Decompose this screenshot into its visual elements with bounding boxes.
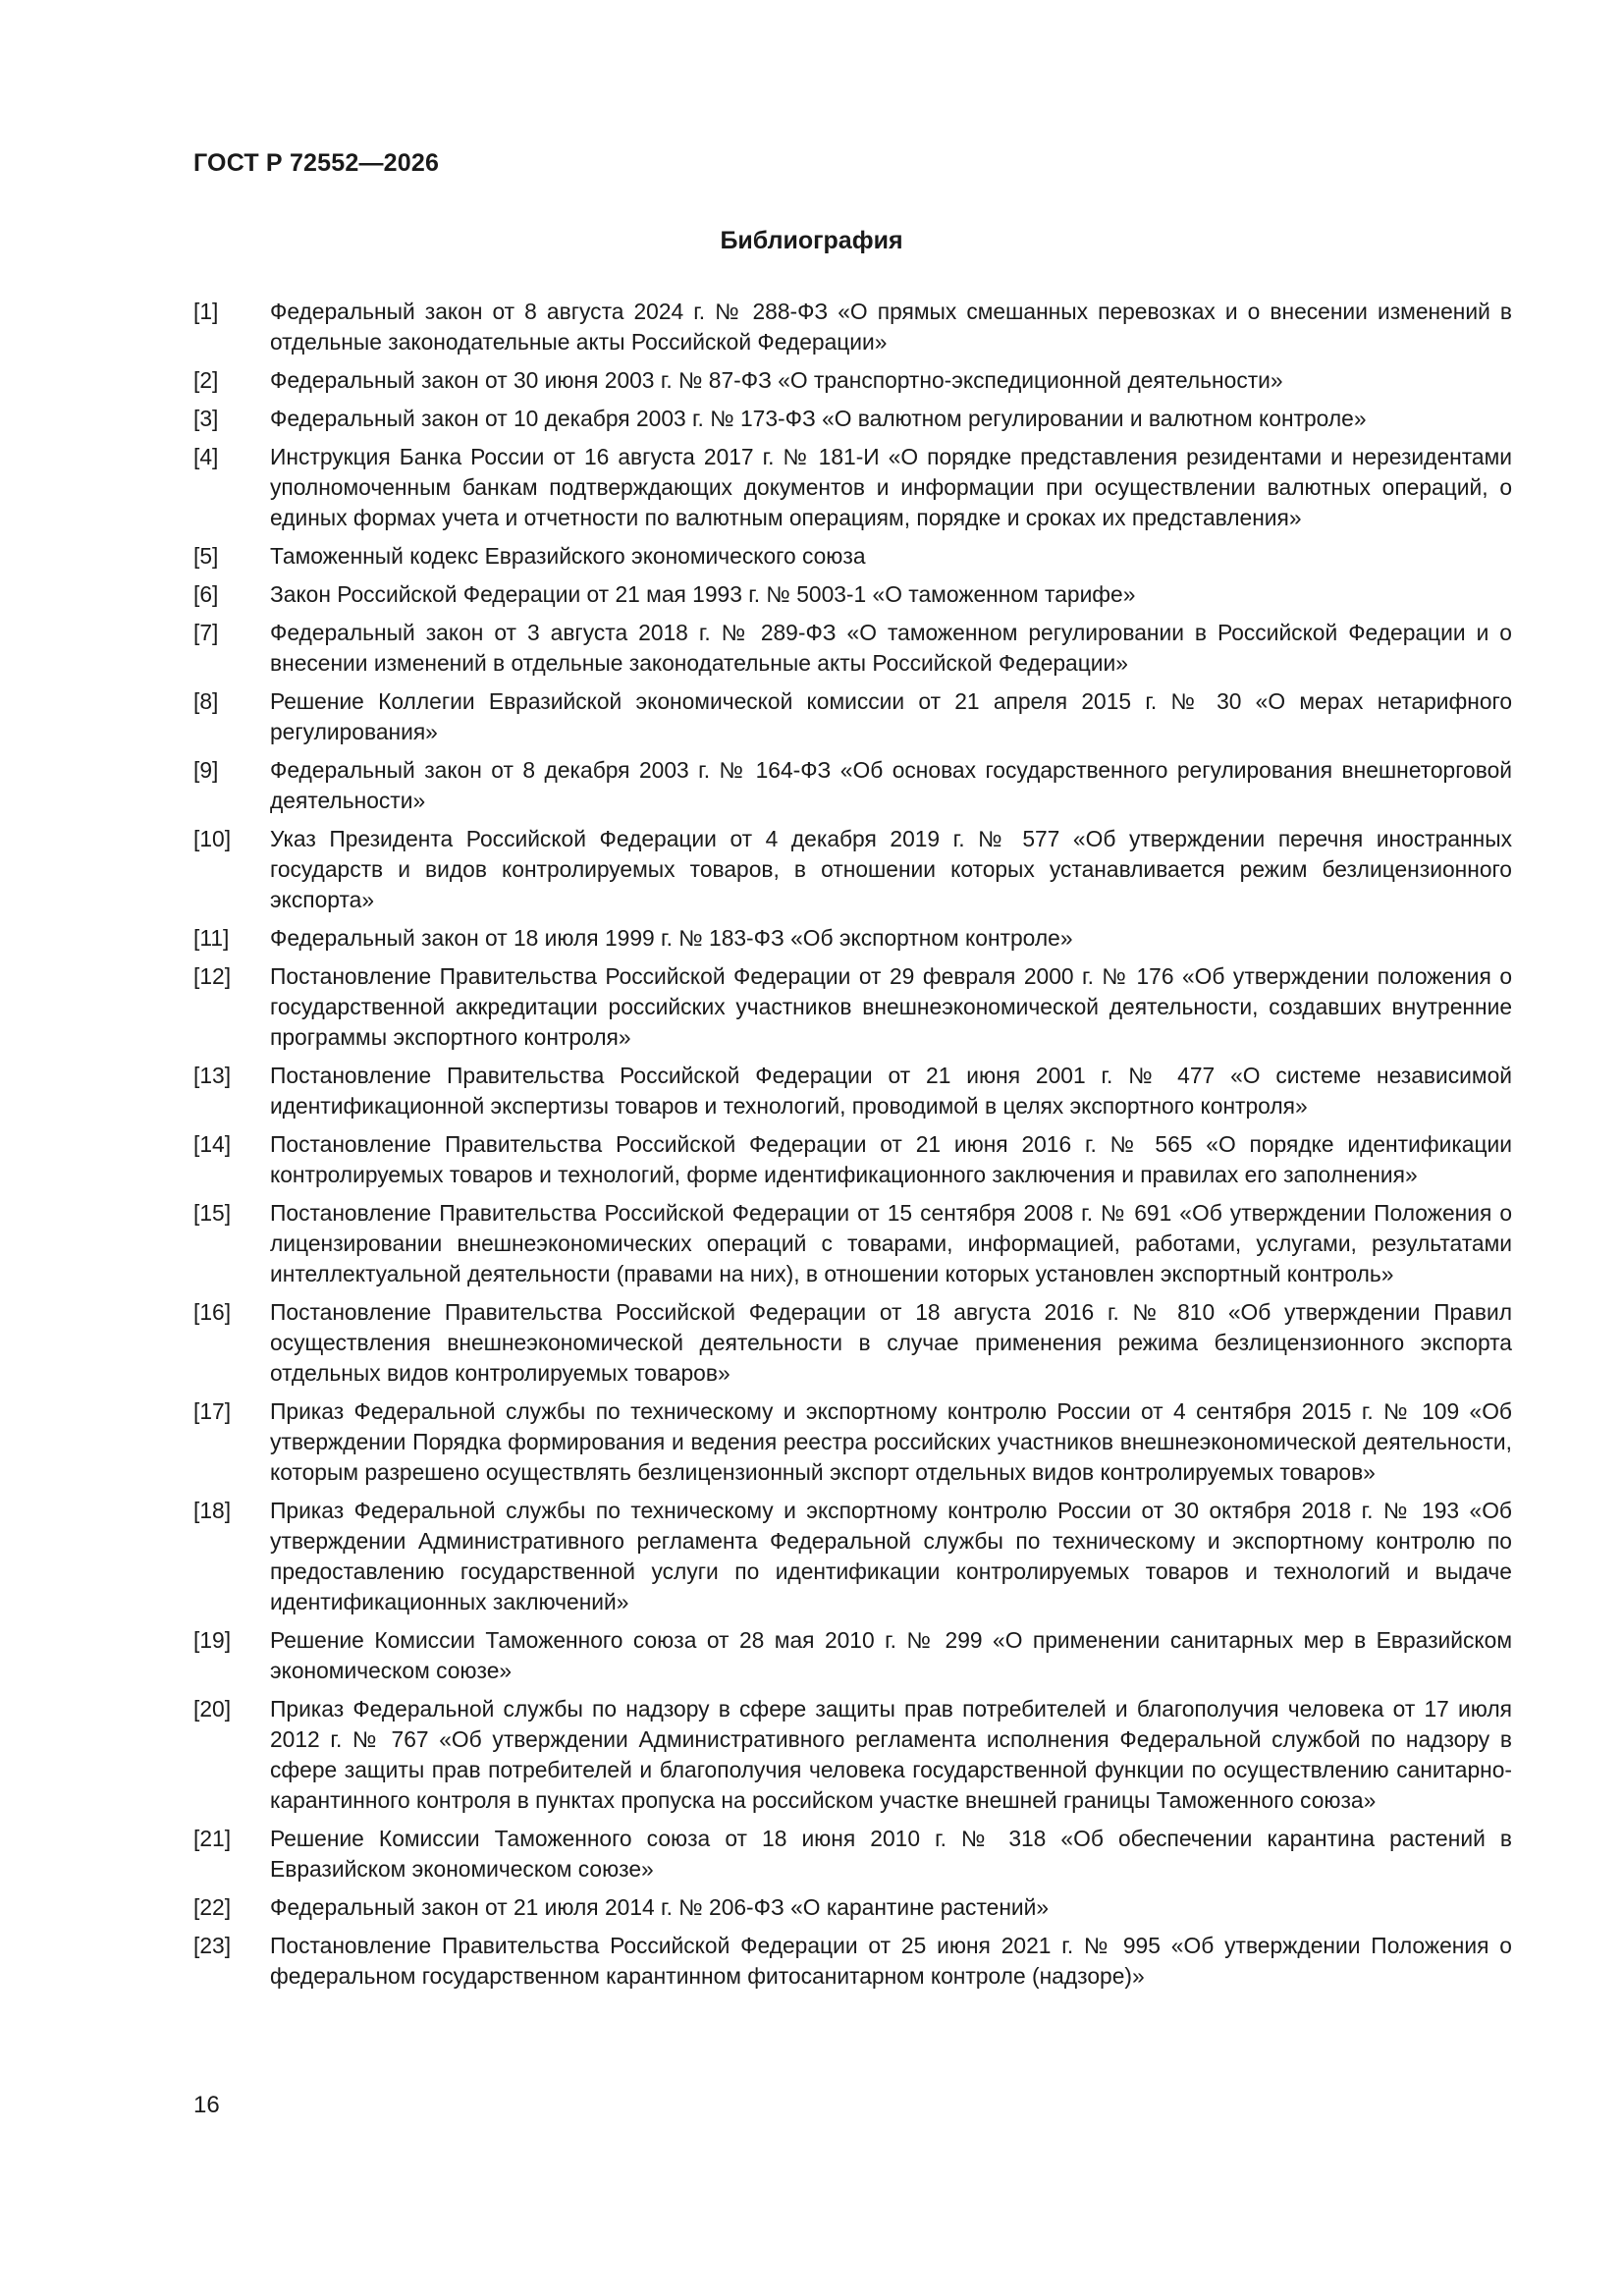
entry-number: [3] — [193, 406, 219, 431]
bibliography-entry — [193, 1198, 1512, 1289]
entry-text: Приказ Федеральной службы по техническому и экспортному контролю России от 30 октября 2018 г. № 193 «Об утверждении Административного регламента Федеральной службы по техническому и экспортному контролю по предоставлению государственной услуги по идентификации контролируемых товаров и технологий и выдаче идентификационных заключений» — [270, 1498, 1512, 1614]
entry-number: [20] — [193, 1696, 232, 1722]
entry-text: Федеральный закон от 10 декабря 2003 г. № 173-ФЗ «О валютном регулировании и валютном контроле» — [270, 406, 1367, 431]
bibliography-entry — [193, 755, 1512, 816]
entry-text: Таможенный кодекс Евразийского экономического союза — [270, 543, 866, 569]
entry-text: Решение Коллегии Евразийской экономической комиссии от 21 апреля 2015 г. № 30 «О мерах нетарифного регулирования» — [270, 688, 1512, 744]
entry-text: Федеральный закон от 21 июля 2014 г. № 206-ФЗ «О карантине растений» — [270, 1894, 1050, 1920]
entry-number: [13] — [193, 1063, 232, 1088]
entry-number: [7] — [193, 620, 219, 645]
entry-text: Закон Российской Федерации от 21 мая 1993 г. № 5003-1 «О таможенном тарифе» — [270, 581, 1136, 607]
entry-number: [14] — [193, 1131, 232, 1157]
bibliography-entry — [193, 1931, 1512, 1992]
bibliography-entry — [193, 579, 1512, 610]
entry-text: Решение Комиссии Таможенного союза от 18 июня 2010 г. № 318 «Об обеспечении карантина растений в Евразийском экономическом союзе» — [270, 1826, 1512, 1882]
entry-text: Федеральный закон от 3 августа 2018 г. № 289-ФЗ «О таможенном регулировании в Российской Федерации и о внесении изменений в отдельные законодательные акты Российской Федерации» — [270, 620, 1512, 676]
entry-number: [19] — [193, 1627, 232, 1653]
entry-text: Федеральный закон от 30 июня 2003 г. № 87-ФЗ «О транспортно-экспедиционной деятельности» — [270, 367, 1283, 393]
entry-text: Федеральный закон от 8 декабря 2003 г. № 164-ФЗ «Об основах государственного регулирования внешнеторговой деятельности» — [270, 757, 1512, 813]
entry-number: [23] — [193, 1933, 232, 1958]
bibliography-entry — [193, 1061, 1512, 1121]
entry-text: Приказ Федеральной службы по надзору в сфере защиты прав потребителей и благополучия человека от 17 июля 2012 г. № 767 «Об утверждении Административного регламента исполнения Федеральной службой по надзору в сфере защиты прав потребителей и благополучия человека государственной функции по осуществлению санитарно-карантинного контроля в пунктах пропуска на российском участке внешней границы Таможенного союза» — [270, 1696, 1512, 1813]
bibliography-list — [193, 297, 1512, 1999]
entry-number: [17] — [193, 1398, 232, 1424]
bibliography-entry — [193, 1824, 1512, 1885]
entry-number: [5] — [193, 543, 219, 569]
entry-text: Постановление Правительства Российской Федерации от 29 февраля 2000 г. № 176 «Об утверждении положения о государственной аккредитации российских участников внешнеэкономической деятельности, создавших внутренние программы экспортного контроля» — [270, 963, 1512, 1050]
entry-text: Указ Президента Российской Федерации от 4 декабря 2019 г. № 577 «Об утверждении перечня иностранных государств и видов контролируемых товаров, в отношении которых устанавливается режим безлицензионного экспорта» — [270, 826, 1512, 912]
entry-text: Постановление Правительства Российской Федерации от 21 июня 2001 г. № 477 «О системе независимой идентификационной экспертизы товаров и технологий, проводимой в целях экспортного контроля» — [270, 1063, 1512, 1119]
entry-number: [8] — [193, 688, 219, 714]
entry-number: [10] — [193, 826, 232, 851]
bibliography-entry — [193, 404, 1512, 434]
bibliography-entry — [193, 365, 1512, 396]
bibliography-entry — [193, 961, 1512, 1053]
bibliography-entry — [193, 1396, 1512, 1488]
bibliography-entry — [193, 1694, 1512, 1816]
bibliography-entry — [193, 686, 1512, 747]
bibliography-entry — [193, 1496, 1512, 1617]
entry-number: [15] — [193, 1200, 232, 1226]
bibliography-entry — [193, 541, 1512, 572]
entry-number: [11] — [193, 925, 230, 951]
bibliography-entry — [193, 1625, 1512, 1686]
bibliography-entry — [193, 297, 1512, 357]
entry-text: Постановление Правительства Российской Федерации от 15 сентября 2008 г. № 691 «Об утверждении Положения о лицензировании внешнеэкономических операций с товарами, информацией, работами, услугами, результатами интеллектуальной деятельности (правами на них), в отношении которых установлен экспортный контроль» — [270, 1200, 1512, 1286]
entry-number: [6] — [193, 581, 219, 607]
bibliography-entry — [193, 824, 1512, 915]
entry-text: Инструкция Банка России от 16 августа 2017 г. № 181-И «О порядке представления резидентами и нерезидентами уполномоченным банкам подтверждающих документов и информации при осуществлении валютных операций, о единых формах учета и отчетности по валютным операциям, порядке и сроках их представления» — [270, 444, 1512, 530]
entry-text: Постановление Правительства Российской Федерации от 18 августа 2016 г. № 810 «Об утверждении Правил осуществления внешнеэкономической деятельности в случае применения режима безлицензионного экспорта отдельных видов контролируемых товаров» — [270, 1299, 1512, 1386]
entry-text: Федеральный закон от 18 июля 1999 г. № 183-ФЗ «Об экспортном контроле» — [270, 925, 1073, 951]
entry-number: [16] — [193, 1299, 232, 1325]
entry-text: Федеральный закон от 8 августа 2024 г. № 288-ФЗ «О прямых смешанных перевозках и о внесении изменений в отдельные законодательные акты Российской Федерации» — [270, 299, 1512, 355]
bibliography-entry — [193, 618, 1512, 679]
entry-number: [4] — [193, 444, 219, 469]
bibliography-entry — [193, 1892, 1512, 1923]
entry-number: [1] — [193, 299, 219, 324]
entry-number: [2] — [193, 367, 219, 393]
entry-number: [21] — [193, 1826, 232, 1851]
bibliography-entry — [193, 442, 1512, 533]
document-id: ГОСТ Р 72552—2026 — [193, 149, 440, 177]
bibliography-entry — [193, 1297, 1512, 1389]
entry-text: Решение Комиссии Таможенного союза от 28 мая 2010 г. № 299 «О применении санитарных мер в Евразийском экономическом союзе» — [270, 1627, 1512, 1683]
page-number: 16 — [193, 2092, 220, 2118]
entry-number: [18] — [193, 1498, 232, 1523]
entry-text: Приказ Федеральной службы по техническому и экспортному контролю России от 4 сентября 2015 г. № 109 «Об утверждении Порядка формирования и ведения реестра российских участников внешнеэкономической деятельности, которым разрешено осуществлять безлицензионный экспорт отдельных видов контролируемых товаров» — [270, 1398, 1512, 1485]
entry-number: [12] — [193, 963, 232, 989]
entry-number: [22] — [193, 1894, 232, 1920]
entry-number: [9] — [193, 757, 219, 783]
entry-text: Постановление Правительства Российской Федерации от 21 июня 2016 г. № 565 «О порядке идентификации контролируемых товаров и технологий, форме идентификационного заключения и правилах его заполнения» — [270, 1131, 1512, 1187]
bibliography-entry — [193, 1129, 1512, 1190]
entry-text: Постановление Правительства Российской Федерации от 25 июня 2021 г. № 995 «Об утверждении Положения о федеральном государственном карантинном фитосанитарном контроле (надзоре)» — [270, 1933, 1512, 1989]
section-title: Библиография — [720, 227, 903, 254]
bibliography-entry — [193, 923, 1512, 954]
